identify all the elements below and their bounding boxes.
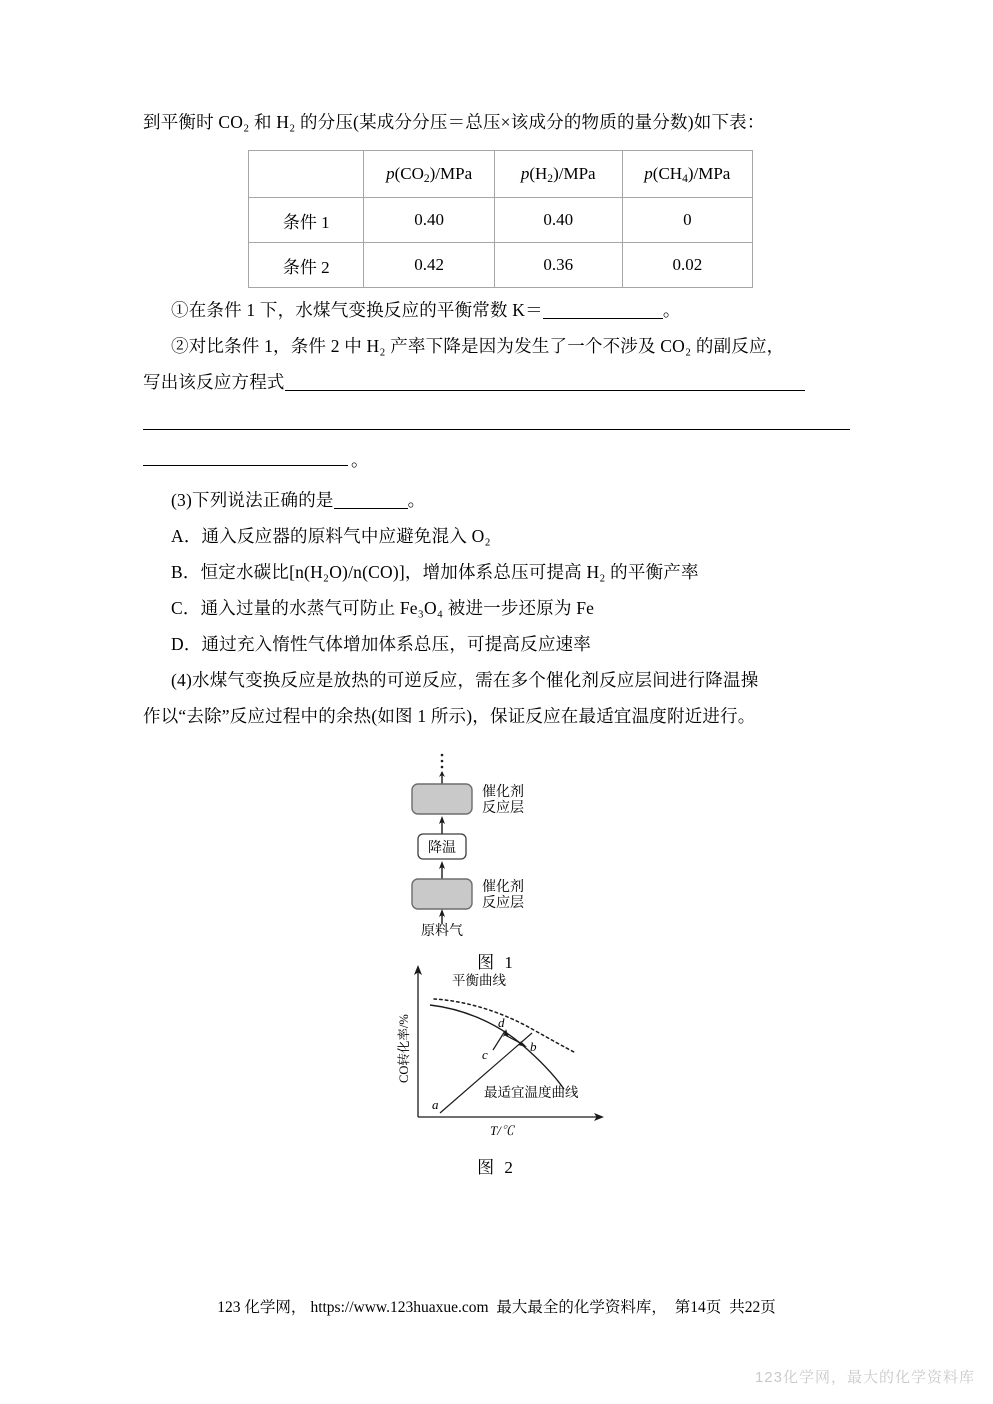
answer-blank-equation-1[interactable] [285,390,805,391]
zigzag-path [493,1029,527,1050]
continuation-dots-icon [440,754,443,769]
answer-blank-k[interactable] [543,318,663,319]
arrow-up-top-icon [439,771,445,784]
optimum-temperature-curve-label: 最适宜温度曲线 [483,1085,578,1100]
sub-item-2-period: 。 [351,450,369,470]
x-axis-label: T/℃ [489,1123,514,1138]
cell-cond2-h2: 0.36 [494,243,622,288]
question-3-period: 。 [407,490,426,510]
y-axis-label: CO转化率/% [396,1014,411,1083]
catalyst-layer-lower-label-line1: 催化剂 [481,880,524,895]
table-row [249,198,753,243]
answer-blank-equation-3[interactable] [143,465,348,466]
figure-2-svg [372,957,622,1142]
question-3-stem-text: (3)下列说法正确的是 [171,490,334,510]
cooling-box-label: 降温 [427,841,456,856]
inlet-gas-label: 原料气 [420,924,463,937]
option-a[interactable] [143,518,850,554]
answer-blank-equation-3-row [143,436,850,472]
cell-cond1-ch4: 0 [622,198,752,243]
x-axis [418,1113,604,1121]
question-4-text-2: 作以“去除”反应过程中的余热(如图 1 所示)，保证反应在最适宜温度附近进行。 [143,706,756,726]
option-d-text: D．通过充入惰性气体增加体系总压，可提高反应速率 [171,634,591,654]
sub-item-1 [143,292,850,328]
table-row [249,243,753,288]
option-c[interactable] [143,590,850,626]
sub-item-2-line1 [143,328,850,364]
intro-paragraph [143,104,850,140]
sub-item-2-prompt: 写出该反应方程式 [143,372,285,392]
arrow-up-lower-icon [439,861,445,879]
option-b[interactable] [143,554,850,590]
catalyst-layer-box-upper [412,784,472,814]
catalyst-layer-upper-label-line2: 反应层 [481,801,524,816]
arrow-up-inlet-icon [439,909,445,924]
option-c-text: C．通入过量的水蒸气可防止 Fe₃O₄ 被进一步还原为 Fe [171,598,595,618]
catalyst-layer-upper-label-line1: 催化剂 [481,785,524,800]
row-label-condition-2: 条件 2 [249,243,364,288]
page-footer [0,1295,993,1317]
question-4-line2 [143,698,850,734]
equilibrium-curve-label: 平衡曲线 [451,973,506,988]
table-header-h2: $p(H_2)$/MPa [494,151,622,198]
footer-page-total: 共22页 [729,1299,776,1316]
point-label-d: d [497,1015,504,1030]
figure-1-svg [382,752,612,937]
point-label-c: c [481,1047,488,1062]
figure-2 [372,957,622,1177]
catalyst-layer-lower-label-line2: 反应层 [481,896,524,911]
sub-item-1-period: 。 [662,300,681,320]
table-header-co2: $p(CO_2)$/MPa [364,151,494,198]
option-a-text: A．通入反应器的原料气中应避免混入 O₂ [171,526,491,546]
partial-pressure-table [248,150,753,288]
cell-cond1-co2: 0.40 [364,198,494,243]
partial-pressure-table-wrapper [143,150,850,288]
answer-blank-equation-2[interactable] [143,429,850,430]
sub-item-2-line2 [143,364,850,400]
cell-cond2-co2: 0.42 [364,243,494,288]
answer-blank-q3[interactable] [334,508,408,509]
intro-text: 到平衡时 CO₂ 和 H₂ 的分压(某成分分压＝总压×该成分的物质的量分数)如下表： [143,112,765,132]
page-content [143,104,850,1177]
sub-item-2-text: ②对比条件 1，条件 2 中 H₂ 产率下降是因为发生了一个不涉及 CO₂ 的副反应， [171,336,785,356]
point-label-b: b [529,1039,536,1054]
table-header-ch4: $p(CH_4)$/MPa [622,151,752,198]
equilibrium-curve [434,999,576,1053]
question-4-text-1: (4)水煤气变换反应是放热的可逆反应，需在多个催化剂反应层间进行降温操 [171,670,759,690]
footer-url[interactable]: https://www.123huaxue.com [310,1299,489,1316]
footer-site-name: 123 化学网， [217,1299,307,1316]
table-corner-cell [249,151,364,198]
footer-page-current: 第14页 [674,1299,722,1316]
cell-cond2-ch4: 0.02 [622,243,752,288]
option-b-text: B．恒定水碳比[n(H₂O)/n(CO)]，增加体系总压可提高 H₂ 的平衡产率 [171,562,699,582]
footer-tagline: 最大最全的化学资料库， [496,1299,667,1316]
option-d[interactable] [143,626,850,662]
cell-cond1-h2: 0.40 [494,198,622,243]
figure-1 [382,752,612,972]
point-label-a: a [431,1097,438,1112]
sub-item-1-text: ①在条件 1 下，水煤气变换反应的平衡常数 K＝ [171,300,543,320]
watermark: 123化学网，最大的化学资料库 [754,1369,975,1386]
y-axis [414,965,422,1117]
arrow-up-middle-icon [439,816,445,834]
figure-1-caption: 图 1 [477,953,516,972]
catalyst-layer-box-lower [412,879,472,909]
question-4-line1 [143,662,850,698]
question-3-stem [143,482,850,518]
answer-blank-equation-2-row [143,400,850,436]
optimum-temperature-curve [430,1005,564,1089]
row-label-condition-1: 条件 1 [249,198,364,243]
figure-2-caption: 图 2 [477,1158,516,1177]
table-header-row [249,151,753,198]
